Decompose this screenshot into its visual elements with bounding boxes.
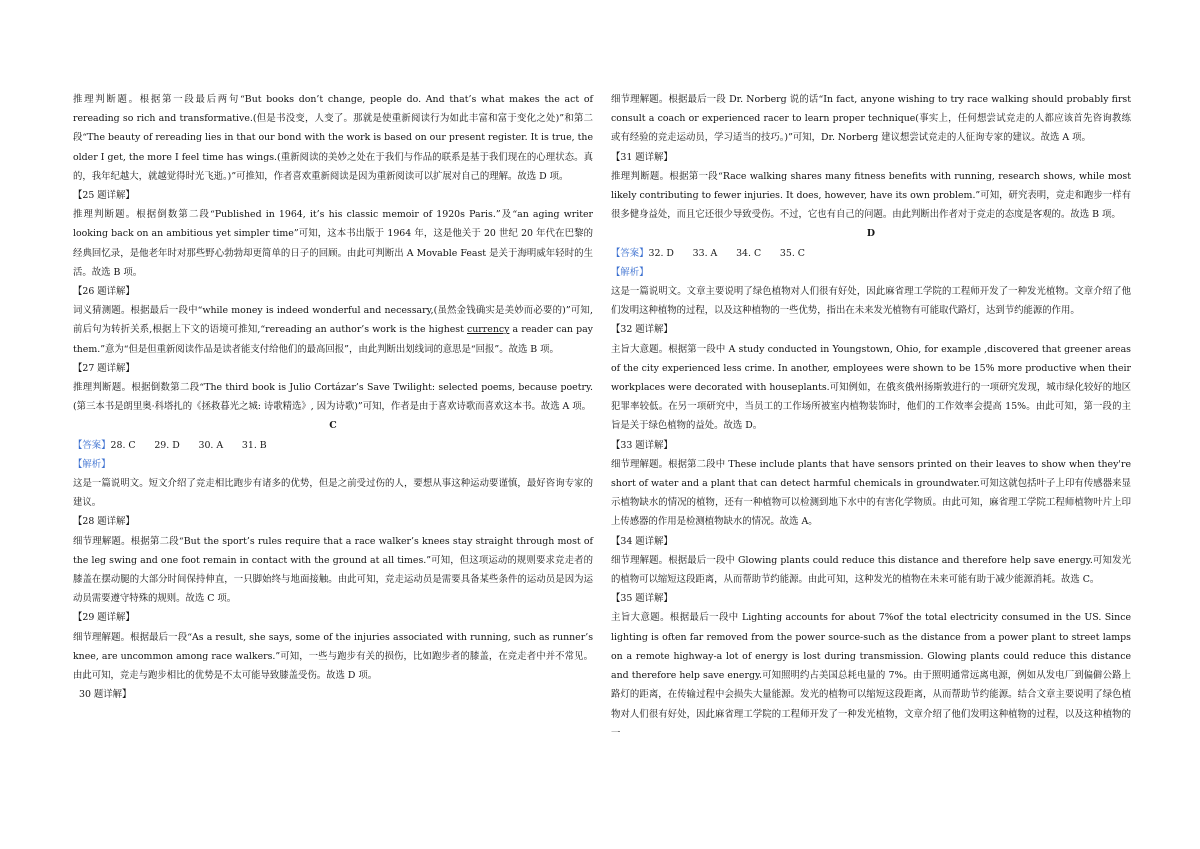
paragraph-q32-explanation: 主旨大意题。根据第一段中 A study conducted in Youngstown, Ohio, for example ,discovered that greener areas of the city experienced less crime. In another, employees were shown to be 15% more productive when their workplaces were decorated with houseplants.可知例如，在俄亥俄州扬斯敦进行的一项研究发现，城市绿化较好的地区犯罪率较低。在另一项研究中，当员工的工作场所被室内植物装饰时，他们的工作效率会提高 15%。由此可知，第一段的主旨是关于绿色植物的益处。故选 D。	[611, 343, 1131, 432]
heading-q35: 【35 题详解】	[611, 593, 673, 605]
section-heading-c: C	[329, 420, 337, 432]
heading-q31: 【31 题详解】	[611, 151, 673, 163]
heading-q28: 【28 题详解】	[73, 516, 135, 528]
paragraph-c-summary: 这是一篇说明文。短文介绍了竞走相比跑步有诸多的优势，但是之前受过伤的人，要想从事这种运动要谨慎，最好咨询专家的建议。	[73, 478, 593, 509]
answer-line-d	[611, 244, 1131, 263]
answer-line-c	[73, 436, 593, 455]
paragraph-q28-explanation: 细节理解题。根据第二段“But the sport’s rules require that a race walker’s knees stay straight through most of the leg swing and one foot remain in contact with the ground at all times.”可知，但这项运动的规则要求竞走者的膝盖在摆动腿的大部分时间保持伸直，一只脚始终与地面接触。由此可知，竞走运动员是需要具备某些条件的运动员是因为运动员需要遵守特殊的规则。故选 C 项。	[73, 535, 593, 605]
answer-values-c: 28. C 29. D 30. A 31. B	[110, 439, 267, 451]
underlined-word-currency: currency	[467, 324, 510, 336]
heading-q26: 【26 题详解】	[73, 286, 135, 298]
paragraph-q33-explanation: 细节理解题。根据第二段中 These include plants that have sensors printed on their leaves to show when they're short of water and a plant that can detect harmful chemicals in groundwater.可知这就包括叶子上印有传感器来显示植物缺水的情况的植物，还有一种植物可以检测到地下水中的有害化学物质。由此可知，麻省理工学院工程师植物叶片上印上传感器的作用是检测植物缺水的情况。故选 A。	[611, 458, 1131, 528]
paragraph-q35-explanation: 主旨大意题。根据最后一段中 Lighting accounts for about 7%of the total electricity consumed in the US. Since lighting is often far removed from the power source-such as the distance from a power plant to street lamps on a remote highway-a lot of energy is lost during transmission. Glowing plants could reduce this distance and therefore help save energy.可知照明约占美国总耗电量的 7%。由于照明通常远离电源，例如从发电厂到偏僻公路上路灯的距离，在传输过程中会损失大量能源。发光的植物可以缩短这段距离，从而帮助节约能源。结合文章主要说明了绿色植物对人们很有好处，因此麻省理工学院的工程师开发了一种发光植物，文章介绍了他们发明这种植物的过程，以及这种植物的一	[611, 612, 1131, 739]
paragraph-q25-explanation: 推理判断题。根据倒数第二段“Published in 1964, it’s his classic memoir of 1920s Paris.”及“an aging writer looking back on an ambitious yet simpler time”可知，这本书出版于 1964 年，这是他关于 20 世纪 20 年代在巴黎的经典回忆录，是他老年时对那些野心勃勃却更简单的日子的回顾。由此可判断出 A Movable Feast 是关于海明威年轻时的生活。故选 B 项。	[73, 209, 593, 278]
paragraph-q24-explanation: 推理判断题。根据第一段最后两句“But books don’t change, people do. And that’s what makes the act of rereading so rich and transformative.(但是书没变，人变了。那就是使重新阅读行为如此丰富和富于变化之处)”和第二段“The beauty of rereading lies in that our bond with the work is based on our present register. It is true, the older I get, the more I feel time has wings.(重新阅读的美妙之处在于我们与作品的联系是基于我们现在的心理状态。真的，我年纪越大，就越觉得时光飞逝。)”可推知，作者喜欢重新阅读是因为重新阅读可以扩展对自己的理解。故选 D 项。	[73, 94, 593, 182]
paragraph-q34-explanation: 细节理解题。根据最后一段中 Glowing plants could reduce this distance and therefore help save energy.可知发光的植物可以缩短这段距离，从而帮助节约能源。由此可知，这种发光的植物在未来可能有助于减少能源消耗。故选 C。	[611, 554, 1131, 586]
answer-values-d: 32. D 33. A 34. C 35. C	[648, 247, 805, 259]
paragraph-q26-explanation	[73, 301, 593, 359]
section-heading-d: D	[866, 228, 876, 240]
heading-q33: 【33 题详解】	[611, 439, 673, 451]
analysis-label-d: 【解析】	[611, 266, 649, 278]
paragraph-q30-explanation: 细节理解题。根据最后一段 Dr. Norberg 说的话“In fact, anyone wishing to try race walking should probably first consult a coach or experienced racer to learn proper technique(事实上，任何想尝试竞走的人都应该首先咨询教练或有经验的竞走运动员，学习适当的技巧。)”可知，Dr. Norberg 建议想尝试竞走的人征询专家的建议。故选 A 项。	[611, 94, 1131, 144]
analysis-label-c: 【解析】	[73, 458, 111, 470]
paragraph-d-summary: 这是一篇说明文。文章主要说明了绿色植物对人们很有好处，因此麻省理工学院的工程师开发了一种发光植物。文章介绍了他们发明这种植物的过程，以及这种植物的一些优势，指出在未来发光植物有可能取代路灯，达到节约能源的作用。	[611, 286, 1131, 317]
heading-q25: 【25 题详解】	[73, 190, 135, 202]
paragraph-q29-explanation: 细节理解题。根据最后一段“As a result, she says, some of the injuries associated with running, such as runner’s knee, are uncommon among race walkers.”可知，一些与跑步有关的损伤，比如跑步者的膝盖，在竞走者中并不常见。由此可知，竞走与跑步相比的优势是不太可能导致膝盖受伤。故选 D 项。	[73, 631, 593, 682]
answer-label: 【答案】	[73, 439, 111, 451]
heading-q34: 【34 题详解】	[611, 535, 673, 547]
q26-text-part1: 词义猜测题。根据最后一段中“while money is indeed wonderful and necessary,(虽然金钱确实是美妙而必要的)”可知,前后句为转折关系,根据上下文的语境可推知,“rereading an author’s work is the highest	[73, 305, 593, 336]
right-column	[611, 90, 1131, 743]
heading-q29: 【29 题详解】	[73, 612, 135, 624]
paragraph-q31-explanation: 推理判断题。根据第一段“Race walking shares many fitness benefits with running, research shows, while most likely contributing to fewer injuries. It does, however, have its own problem.”可知，研究表明，竞走和跑步一样有很多健身益处，而且它还很少导致受伤。不过，它也有自己的问题。由此判断出作者对于竞走的态度是客观的。故选 B 项。	[611, 170, 1131, 221]
paragraph-q27-explanation: 推理判断题。根据倒数第二段“The third book is Julio Cortázar’s Save Twilight: selected poems, because poetry.(第三本书是朗里奥·科塔扎的《拯救暮光之城: 诗歌精选》, 因为诗歌)”可知，作者是由于喜欢诗歌而喜欢这本书。故选 A 项。	[73, 382, 593, 413]
answer-label: 【答案】	[611, 247, 649, 259]
heading-q27: 【27 题详解】	[73, 362, 135, 374]
heading-q30: 30 题详解】	[79, 689, 132, 701]
heading-q32: 【32 题详解】	[611, 324, 673, 336]
q26-text-part2: a reader can pay them.”意为“但是但重新阅读作品是读者能支付给他们的最高回报”，由此判断出划线词的意思是“回报”。故选 B 项。	[73, 324, 593, 355]
left-column	[73, 90, 593, 705]
